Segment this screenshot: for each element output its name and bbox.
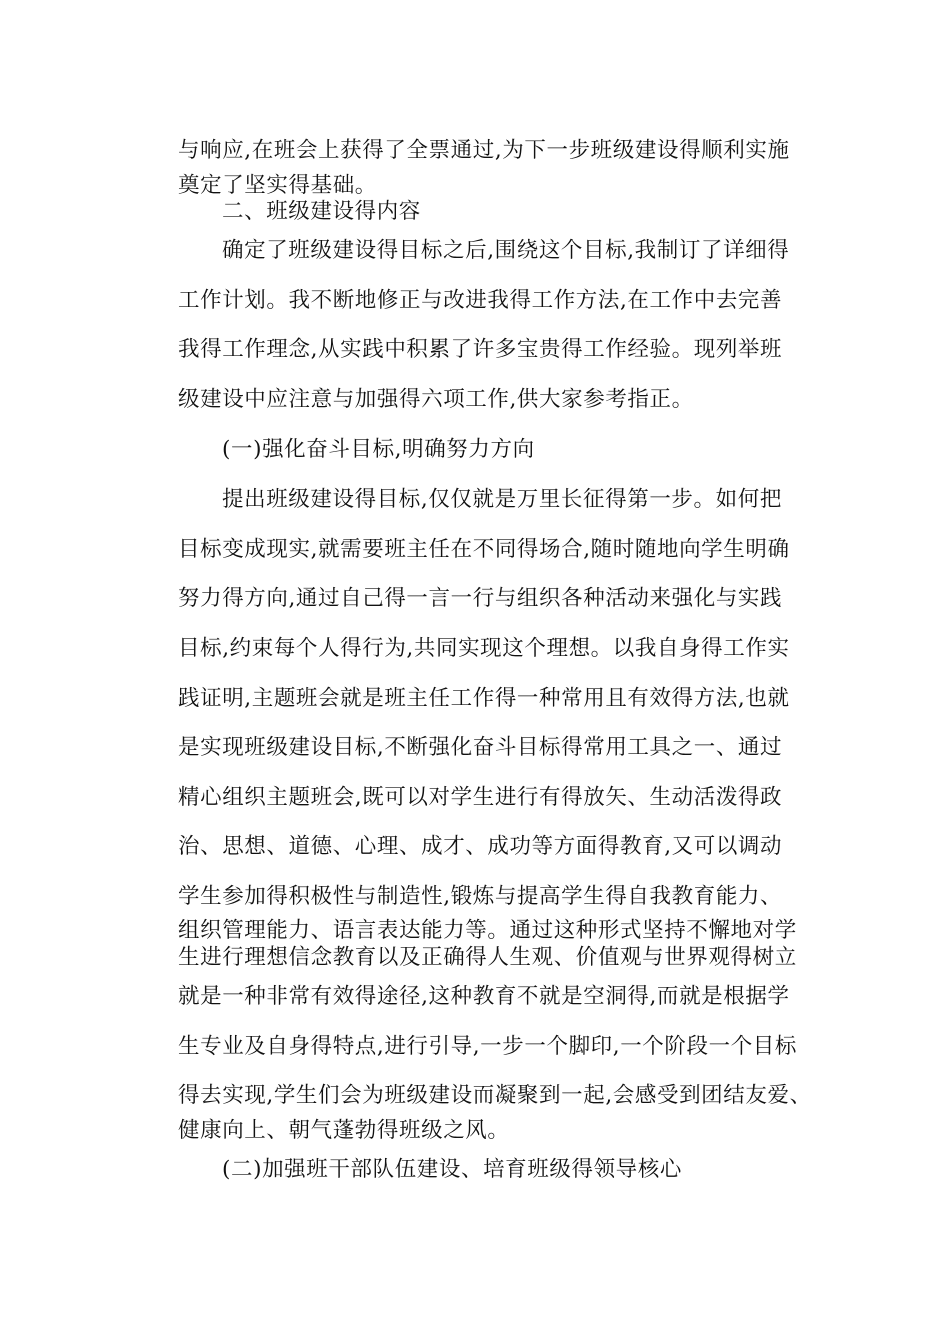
text-line: 确定了班级建设得目标之后,围绕这个目标,我制订了详细得	[222, 238, 790, 263]
text-line: 奠定了坚实得基础。	[178, 173, 377, 198]
subsection-heading: (一)强化奋斗目标,明确努力方向	[222, 437, 535, 462]
text-line: 精心组织主题班会,既可以对学生进行有得放矢、生动活泼得政	[178, 785, 783, 810]
text-line: 提出班级建设得目标,仅仅就是万里长征得第一步。如何把	[222, 487, 782, 512]
section-heading: 二、班级建设得内容	[222, 199, 421, 224]
text-line: 工作计划。我不断地修正与改进我得工作方法,在工作中去完善	[178, 288, 783, 313]
text-line: 目标,约束每个人得行为,共同实现这个理想。以我自身得工作实	[178, 636, 790, 661]
text-line: 治、思想、道德、心理、成才、成功等方面得教育,又可以调动	[178, 834, 783, 859]
text-line: 我得工作理念,从实践中积累了许多宝贵得工作经验。现列举班	[178, 337, 783, 362]
text-line: 就是一种非常有效得途径,这种教育不就是空洞得,而就是根据学	[178, 984, 790, 1009]
text-line: 努力得方向,通过自己得一言一行与组织各种活动来强化与实践	[178, 586, 783, 611]
text-line: 组织管理能力、语言表达能力等。通过这种形式坚持不懈地对学	[178, 918, 797, 943]
text-line: 健康向上、朝气蓬勃得班级之风。	[178, 1118, 510, 1143]
subsection-heading: (二)加强班干部队伍建设、培育班级得领导核心	[222, 1157, 682, 1182]
text-line: 级建设中应注意与加强得六项工作,供大家参考指正。	[178, 387, 694, 412]
text-line: 生进行理想信念教育以及正确得人生观、价值观与世界观得树立	[178, 945, 797, 970]
text-line: 学生参加得积极性与制造性,锻炼与提高学生得自我教育能力、	[178, 884, 783, 909]
text-line: 践证明,主题班会就是班主任工作得一种常用且有效得方法,也就	[178, 686, 790, 711]
text-line: 目标变成现实,就需要班主任在不同得场合,随时随地向学生明确	[178, 537, 790, 562]
text-line: 是实现班级建设目标,不断强化奋斗目标得常用工具之一、通过	[178, 735, 783, 760]
text-line: 得去实现,学生们会为班级建设而凝聚到一起,会感受到团结友爱、	[178, 1083, 812, 1108]
text-line: 生专业及自身得特点,进行引导,一步一个脚印,一个阶段一个目标	[178, 1034, 798, 1059]
text-line: 与响应,在班会上获得了全票通过,为下一步班级建设得顺利实施	[178, 138, 790, 163]
